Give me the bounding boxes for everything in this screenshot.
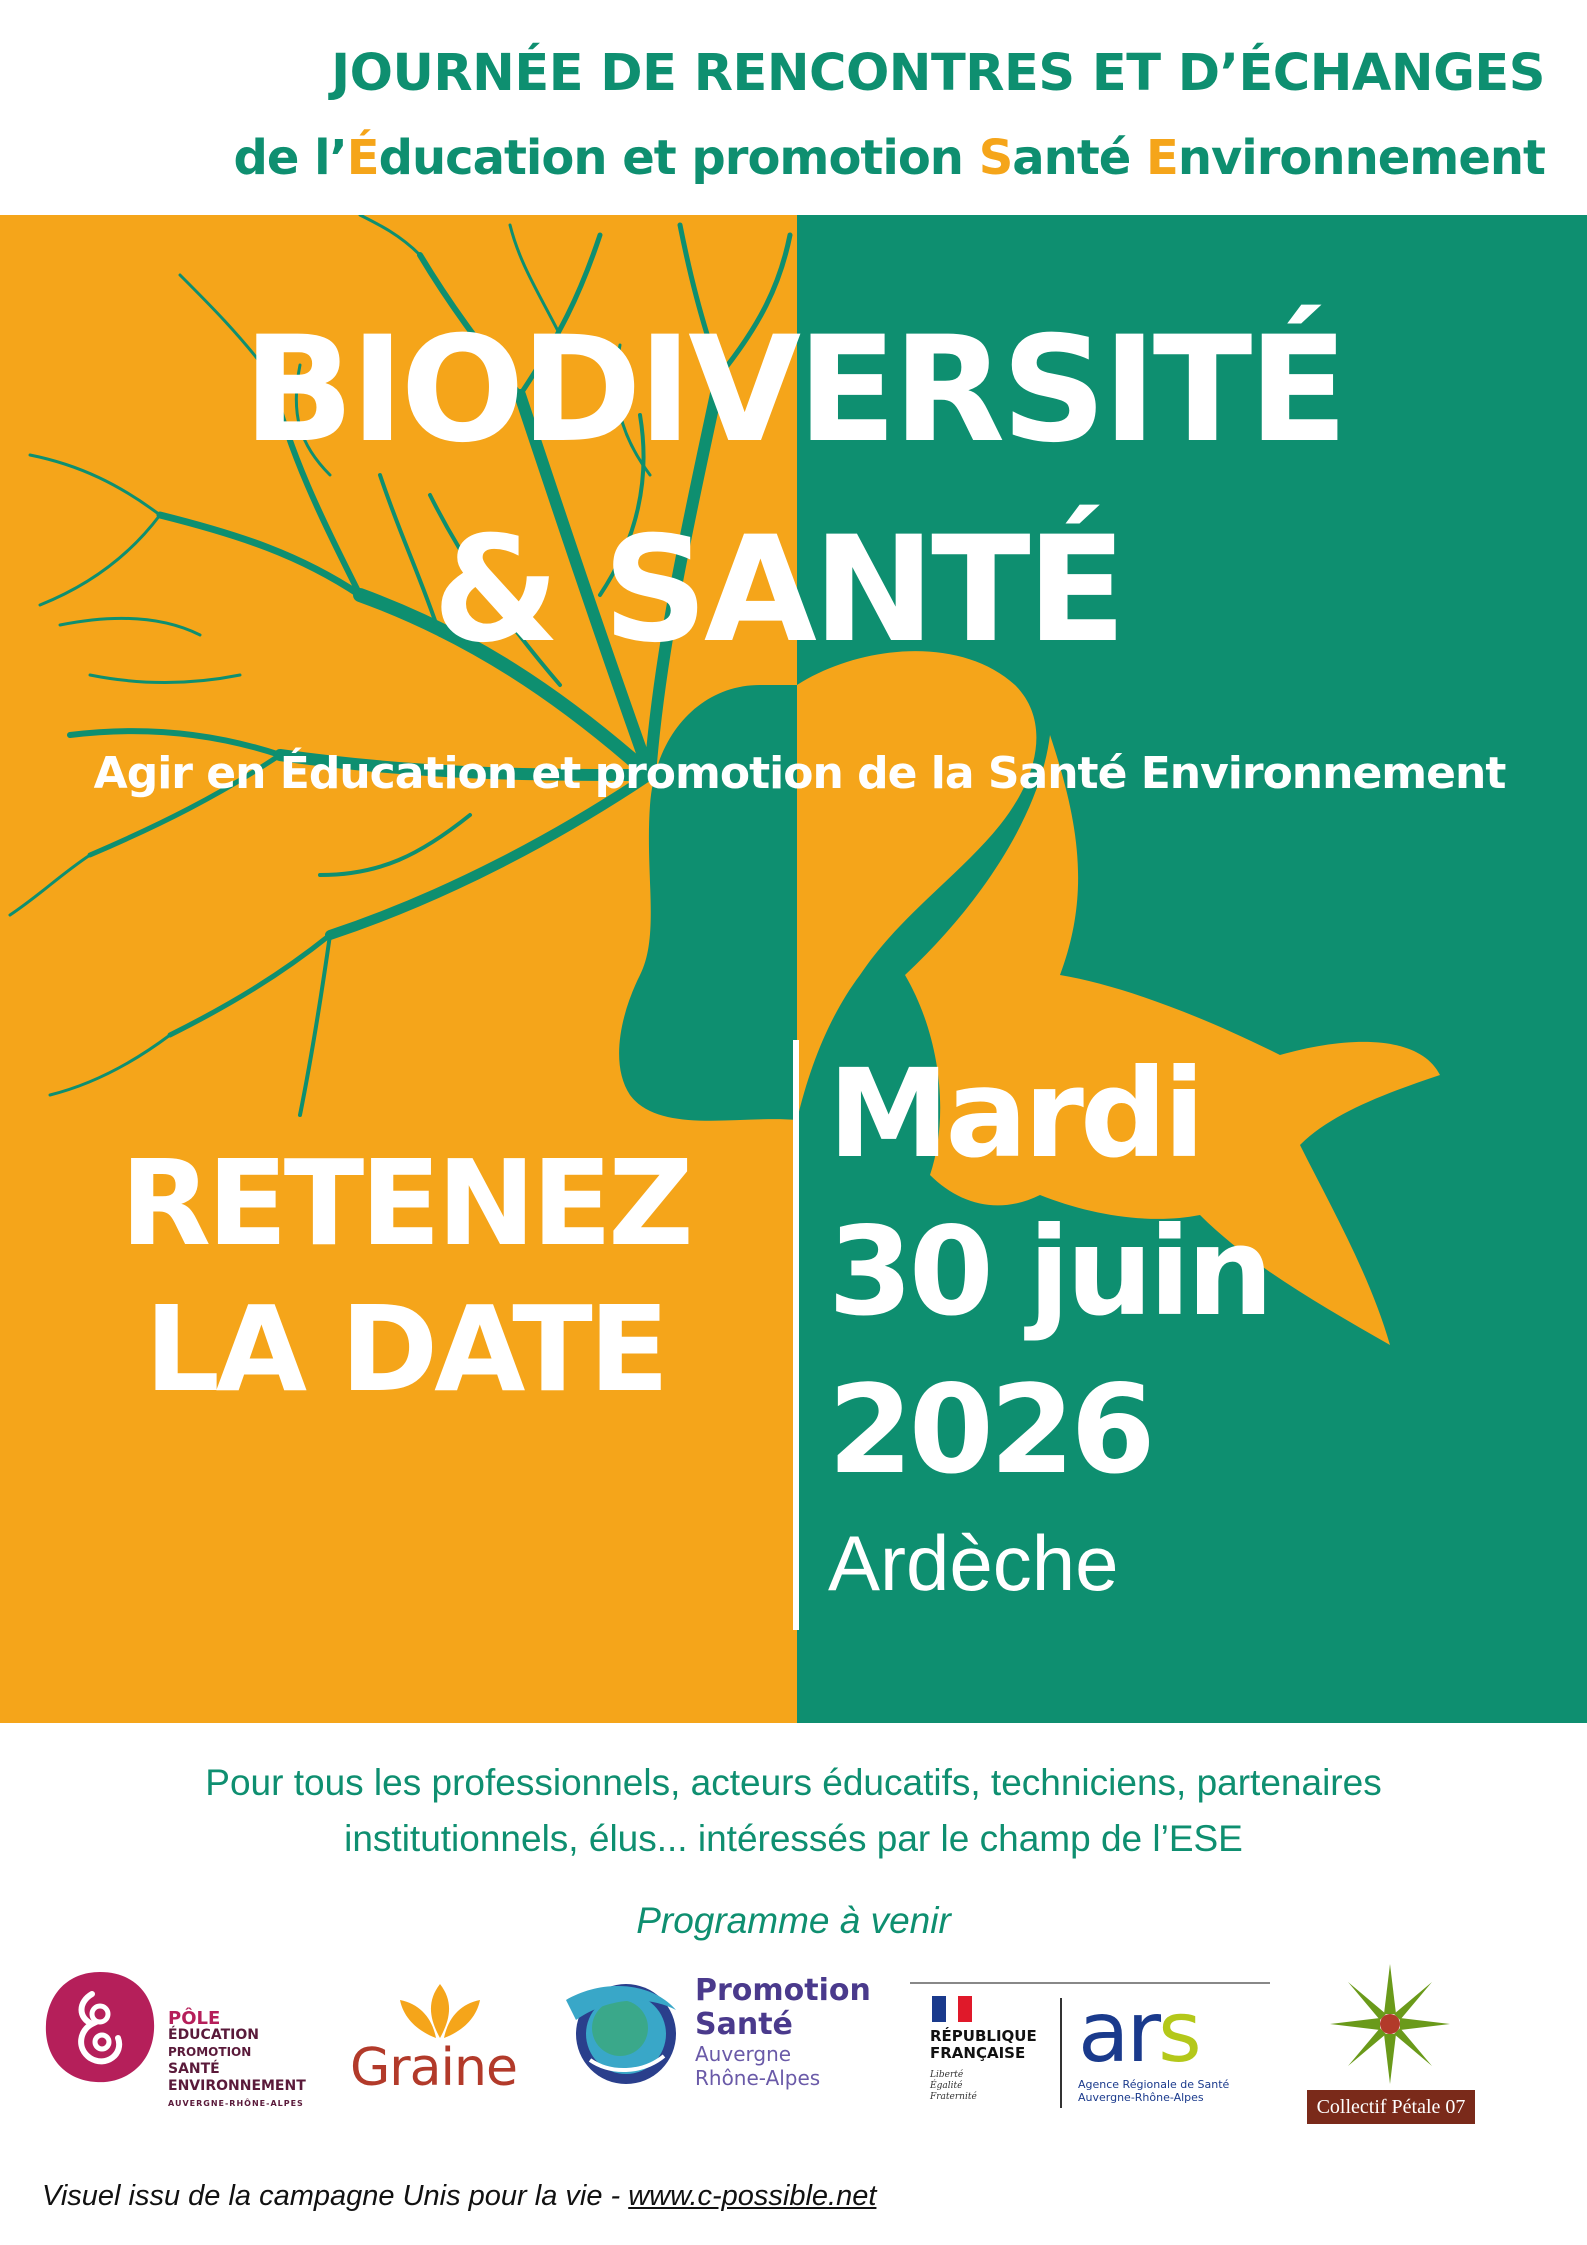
event-day-month: 30 juin [828, 1201, 1270, 1343]
main-title-line1: BIODIVERSITÉ [242, 305, 1345, 475]
event-date [828, 1035, 1270, 1613]
republique-motto1: Liberté [930, 2070, 964, 2080]
pole-ese-line5: ENVIRONNEMENT [168, 2078, 306, 2094]
target-audience: Pour tous les professionnels, acteurs éducatifs, techniciens, partenaires institutionnels, élus... intéressés par le champ de l’ESE [205, 1762, 1382, 1859]
graine-sprout-icon [390, 1980, 490, 2040]
graine-logo [350, 1980, 530, 2110]
republique-motto3: Fraternité [930, 2092, 977, 2102]
pole-ese-logo [40, 1968, 340, 2118]
image-credit: Visuel issu de la campagne Unis pour la vie - www.c-possible.net [42, 2180, 877, 2212]
petale-label: Collectif Pétale 07 [1307, 2090, 1475, 2124]
header [0, 0, 1587, 215]
ars-wordmark: ars [1078, 1983, 1199, 2081]
partner-logos [0, 1960, 1587, 2140]
ars-divider [1060, 1998, 1062, 2108]
promotion-sante-line1: Promotion [695, 1973, 871, 2008]
programme-note: Programme à venir [636, 1900, 951, 1941]
event-day: Mardi [828, 1043, 1202, 1185]
marianne-icon [932, 1996, 972, 2022]
event-year: 2026 [828, 1359, 1152, 1501]
promotion-sante-wave-icon [560, 1970, 680, 2090]
republique-line2: FRANÇAISE [930, 2044, 1026, 2062]
ars-line2: Auvergne-Rhône-Alpes [1078, 2091, 1204, 2104]
main-title-line2: & SANTÉ [432, 505, 1123, 675]
pole-ese-line6: AUVERGNE-RHÔNE-ALPES [168, 2099, 304, 2108]
event-type-title: JOURNÉE DE RENCONTRES ET D’ÉCHANGES [331, 44, 1545, 103]
date-divider [793, 1040, 799, 1630]
promotion-sante-line4: Rhône-Alpes [695, 2066, 821, 2090]
republique-motto2: Égalité [930, 2081, 963, 2091]
petale-logo [1305, 1960, 1475, 2135]
pole-ese-line3: PROMOTION [168, 2045, 252, 2059]
pole-ese-line1: PÔLE [168, 2008, 221, 2029]
petale-flower-icon [1320, 1960, 1460, 2090]
event-place: Ardèche [828, 1519, 1119, 1607]
subtitle: Agir en Éducation et promotion de la Santé Environnement [93, 748, 1506, 799]
republique-ars-logo [910, 1982, 1270, 2132]
promotion-sante-line2: Santé [695, 2007, 793, 2042]
promotion-sante-logo [560, 1970, 890, 2130]
pole-ese-line4: SANTÉ [168, 2061, 220, 2077]
graine-wordmark: Graine [350, 2038, 517, 2098]
ars-line1: Agence Régionale de Santé [1078, 2078, 1230, 2091]
promotion-sante-line3: Auvergne [695, 2042, 792, 2066]
campaign-link[interactable]: www.c-possible.net [628, 2180, 877, 2212]
pole-ese-line2: ÉDUCATION [168, 2027, 259, 2043]
save-the-date-label: RETENEZ LA DATE [120, 1134, 690, 1418]
hero-visual [0, 215, 1587, 1723]
pole-ese-emblem-icon [40, 1968, 160, 2088]
republique-line1: RÉPUBLIQUE [930, 2027, 1037, 2045]
event-organizer-title: de l’Éducation et promotion Santé Environnement [233, 130, 1545, 186]
